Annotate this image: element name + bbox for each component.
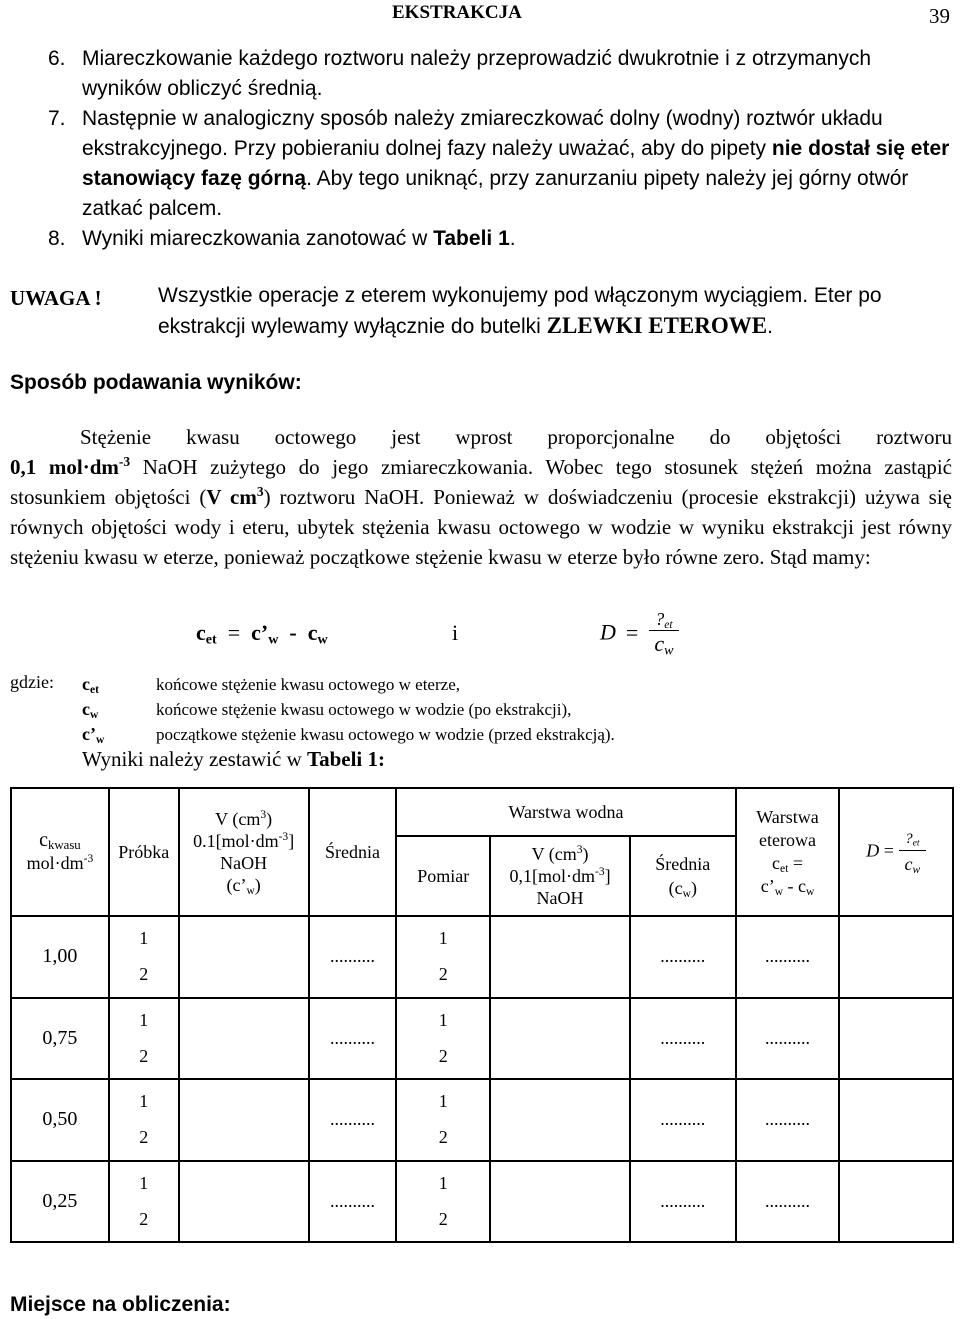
step-text-bold: Tabeli 1 bbox=[433, 227, 510, 250]
paragraph-text: ) roztworu NaOH. Ponieważ w doświadczeniu (procesie ekstrakcji) używa się równych objętości wody i eteru, ubytek stężenia kwasu octowego w wodzie w wyniku ekstrakcji jest równy stężeniu kwasu w eterze, ponieważ początkowe stężenie kwasu w eterze było równe zero. Stąd mamy: bbox=[10, 485, 953, 569]
step-text: . bbox=[509, 227, 516, 250]
step-8 bbox=[22, 224, 952, 254]
warning-bold: ZLEWKI ETEROWE bbox=[546, 313, 768, 338]
header-warstwa-wodna: Warstwa wodna bbox=[396, 788, 735, 836]
cell-srednia[interactable]: .......... bbox=[309, 916, 397, 998]
cell-D[interactable] bbox=[839, 916, 953, 998]
cell-D[interactable] bbox=[839, 1079, 953, 1161]
formula-cet: $c_{et}$ = $c’_w - c_w$ bbox=[196, 620, 328, 648]
formula-connector: i bbox=[452, 620, 459, 645]
symbol-cw: $c_w$ bbox=[82, 699, 99, 721]
naoh-concentration: 0,1 mol·dm bbox=[10, 455, 119, 479]
header-srednia: Średnia bbox=[309, 788, 397, 916]
step-number: 8. bbox=[48, 227, 66, 250]
paragraph-body bbox=[10, 452, 952, 572]
cell-concentration: 0,25 bbox=[11, 1161, 109, 1243]
cell-concentration: 0,75 bbox=[11, 998, 109, 1080]
cell-cet[interactable]: .......... bbox=[736, 1079, 840, 1161]
paragraph-text: NaOH zużytego do jego zmiareczkowania. Wobec tego stosunek stężeń można zastąpić stosunkiem objętości ( bbox=[10, 455, 952, 509]
cell-concentration: 0,50 bbox=[11, 1079, 109, 1161]
warning-end: . bbox=[767, 315, 773, 338]
header-c-kwasu: $c_{kwasu}$ $mol\cdot dm^{-3}$ bbox=[11, 788, 109, 916]
symbol-c0w: $c’_w$ bbox=[82, 724, 105, 746]
desc-cet: końcowe stężenie kwasu octowego w eterze, bbox=[156, 675, 460, 694]
header-probka: Próbka bbox=[109, 788, 179, 916]
cell-srednia[interactable]: .......... bbox=[309, 1161, 397, 1243]
calculations-label: Miejsce na obliczenia: bbox=[10, 1293, 231, 1316]
table-row bbox=[11, 1161, 953, 1243]
header-v-naoh-water: V $(cm^3)$ $0,1[mol\cdot dm^{-3}]$ NaOH bbox=[490, 836, 630, 916]
cell-pomiar: 1 2 bbox=[396, 916, 490, 998]
cell-cet[interactable]: .......... bbox=[736, 998, 840, 1080]
exponent: 3 bbox=[256, 483, 264, 499]
volume-unit: V cm bbox=[206, 485, 257, 509]
cell-pomiar: 1 2 bbox=[396, 1161, 490, 1243]
cell-v-water[interactable] bbox=[490, 1161, 630, 1243]
step-text: Następnie w analogiczny sposób należy zmiareczkować dolny (wodny) roztwór układu ekstrakcyjnego. Przy pobieraniu dolnej fazy należy uważać, aby do pipety bbox=[82, 107, 883, 160]
step-text: Miareczkowanie każdego roztworu należy przeprowadzić dwukrotnie i z otrzymanych wyników obliczyć średnią. bbox=[82, 47, 872, 100]
cell-v-naoh[interactable] bbox=[179, 1079, 309, 1161]
cell-srednia[interactable]: .......... bbox=[309, 1079, 397, 1161]
cell-cet[interactable]: .......... bbox=[736, 916, 840, 998]
cell-cet[interactable]: .......... bbox=[736, 1161, 840, 1243]
cell-D[interactable] bbox=[839, 998, 953, 1080]
header-srednia-cw: Średnia $(c_w)$ bbox=[630, 836, 736, 916]
table-row bbox=[11, 916, 953, 998]
warning-label: UWAGA ! bbox=[10, 286, 102, 310]
where-symbols bbox=[82, 672, 104, 747]
step-text-bold: nie dostał się eter stanowiący fazę górną bbox=[82, 137, 950, 190]
cell-srednia-cw[interactable]: .......... bbox=[630, 1079, 736, 1161]
header-D: D = $\frac{?_{et}}{c_w}$ bbox=[839, 788, 953, 916]
cell-v-naoh[interactable] bbox=[179, 998, 309, 1080]
procedure-steps bbox=[22, 44, 952, 254]
cell-srednia-cw[interactable]: .......... bbox=[630, 998, 736, 1080]
cell-probka: 1 2 bbox=[109, 1161, 179, 1243]
cell-probka: 1 2 bbox=[109, 916, 179, 998]
table-row bbox=[11, 1079, 953, 1161]
cell-probka: 1 2 bbox=[109, 1079, 179, 1161]
exponent: -3 bbox=[118, 453, 131, 469]
step-6 bbox=[22, 44, 952, 104]
header-warstwa-eterowa: Warstwa eterowa $c_{et}$ = $c’_w - c_w$ bbox=[736, 788, 840, 916]
step-text: Wyniki miareczkowania zanotować w bbox=[82, 227, 434, 250]
symbol-cet: $c_{et}$ bbox=[82, 674, 99, 696]
paragraph-line-1: Stężenie kwasu octowego jest wprost proporcjonalne do objętości roztworu bbox=[80, 425, 952, 449]
step-text: . Aby tego uniknąć, przy zanurzaniu pipety należy jej górny otwór zatkać palcem. bbox=[82, 167, 909, 220]
header-pomiar: Pomiar bbox=[396, 836, 490, 916]
cell-v-water[interactable] bbox=[490, 1079, 630, 1161]
section-title: Sposób podawania wyników: bbox=[10, 371, 302, 394]
fraction: $\frac{?_{et}}{c_w}$ bbox=[648, 608, 679, 657]
table-row bbox=[11, 998, 953, 1080]
cell-v-naoh[interactable] bbox=[179, 1161, 309, 1243]
results-table bbox=[10, 787, 954, 1243]
results-explanation bbox=[10, 422, 952, 572]
where-descriptions bbox=[156, 672, 615, 747]
step-number: 7. bbox=[48, 107, 66, 130]
cell-srednia[interactable]: .......... bbox=[309, 998, 397, 1080]
warning-body: Wszystkie operacje z eterem wykonujemy pod włączonym wyciągiem. Eter po ekstrakcji wylewamy wyłącznie do butelki bbox=[158, 284, 882, 338]
page-number: 39 bbox=[929, 4, 950, 28]
cell-probka: 1 2 bbox=[109, 998, 179, 1080]
step-7 bbox=[22, 104, 952, 224]
table-intro: Wyniki należy zestawić w Tabeli 1: bbox=[82, 747, 385, 771]
cell-srednia-cw[interactable]: .......... bbox=[630, 916, 736, 998]
formula-distribution-coefficient: D = $\frac{?_{et}}{c_w}$ bbox=[600, 608, 679, 657]
cell-srednia-cw[interactable]: .......... bbox=[630, 1161, 736, 1243]
warning-text bbox=[158, 281, 958, 342]
header-v-naoh: V $(cm^3)$ $0.1[mol\cdot dm^{-3}]$ NaOH $(c’_w)$ bbox=[179, 788, 309, 916]
cell-pomiar: 1 2 bbox=[396, 1079, 490, 1161]
desc-cw: końcowe stężenie kwasu octowego w wodzie (po ekstrakcji), bbox=[156, 700, 572, 719]
cell-v-water[interactable] bbox=[490, 916, 630, 998]
cell-pomiar: 1 2 bbox=[396, 998, 490, 1080]
cell-v-water[interactable] bbox=[490, 998, 630, 1080]
step-number: 6. bbox=[48, 47, 66, 70]
cell-D[interactable] bbox=[839, 1161, 953, 1243]
cell-v-naoh[interactable] bbox=[179, 916, 309, 998]
desc-c0w: początkowe stężenie kwasu octowego w wodzie (przed ekstrakcją). bbox=[156, 725, 615, 744]
where-label: gdzie: bbox=[10, 672, 54, 692]
running-header-title: EKSTRAKCJA bbox=[392, 2, 522, 23]
cell-concentration: 1,00 bbox=[11, 916, 109, 998]
